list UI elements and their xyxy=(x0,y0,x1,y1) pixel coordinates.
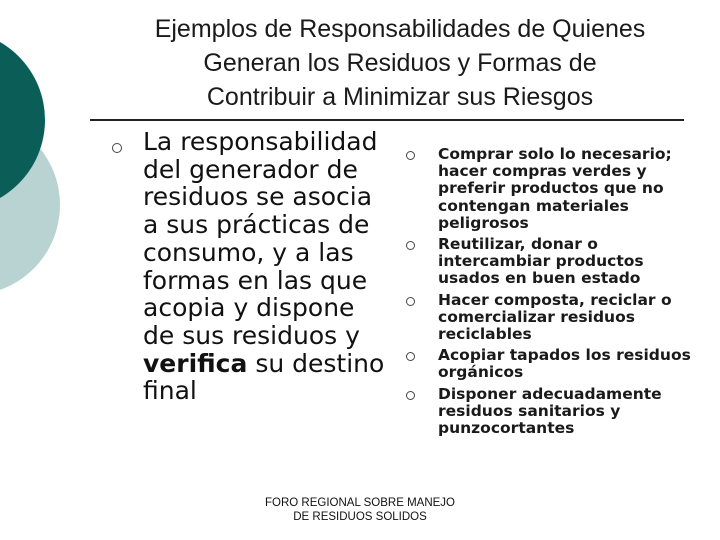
slide-title xyxy=(100,12,700,114)
hollow-circle-bullet-icon xyxy=(406,241,415,250)
hollow-circle-bullet-icon xyxy=(406,352,415,361)
left-text-main: La responsabilidad del generador de residuos se asocia a sus prácticas de consumo, y a las formas en las que acopia y dispone de sus residuos y xyxy=(143,127,378,350)
list-item-text: Acopiar tapados los residuos orgánicos xyxy=(438,346,691,382)
title-line: Ejemplos de Responsabilidades de Quienes xyxy=(154,15,646,43)
slide-footer xyxy=(250,496,470,524)
hollow-circle-bullet-icon xyxy=(406,151,415,160)
list-item xyxy=(404,236,704,288)
left-bullet-text xyxy=(143,128,388,405)
list-item-text: Disponer adecuadamente residuos sanitarios y punzocortantes xyxy=(438,384,662,438)
footer-line: FORO REGIONAL SOBRE MANEJO xyxy=(265,497,455,509)
list-item xyxy=(404,146,704,232)
decorative-dark-circle xyxy=(0,30,45,210)
hollow-circle-bullet-icon xyxy=(406,297,415,306)
title-line: Contribuir a Minimizar sus Riesgos xyxy=(206,83,594,111)
list-item xyxy=(404,292,704,344)
left-bullet-item xyxy=(108,128,388,405)
left-text-bold: verifica xyxy=(143,348,248,378)
title-divider xyxy=(90,119,684,121)
list-item-text: Hacer composta, reciclar o comercializar residuos reciclables xyxy=(438,290,672,344)
list-item xyxy=(404,347,704,381)
hollow-circle-bullet-icon xyxy=(112,143,122,153)
footer-line: DE RESIDUOS SOLIDOS xyxy=(293,511,427,523)
list-item-text: Reutilizar, donar o intercambiar productos usados en buen estado xyxy=(438,235,644,288)
title-line: Generan los Residuos y Formas de xyxy=(203,49,597,77)
decorative-light-circle xyxy=(0,115,60,295)
hollow-circle-bullet-icon xyxy=(406,391,415,400)
left-text-end: su destino final xyxy=(143,348,385,406)
right-bullet-list xyxy=(404,146,704,437)
list-item xyxy=(404,386,704,438)
decorative-circles xyxy=(0,0,80,300)
list-item-text: Comprar solo lo necesario; hacer compras verdes y preferir productos que no contengan materiales peligrosos xyxy=(438,145,672,232)
